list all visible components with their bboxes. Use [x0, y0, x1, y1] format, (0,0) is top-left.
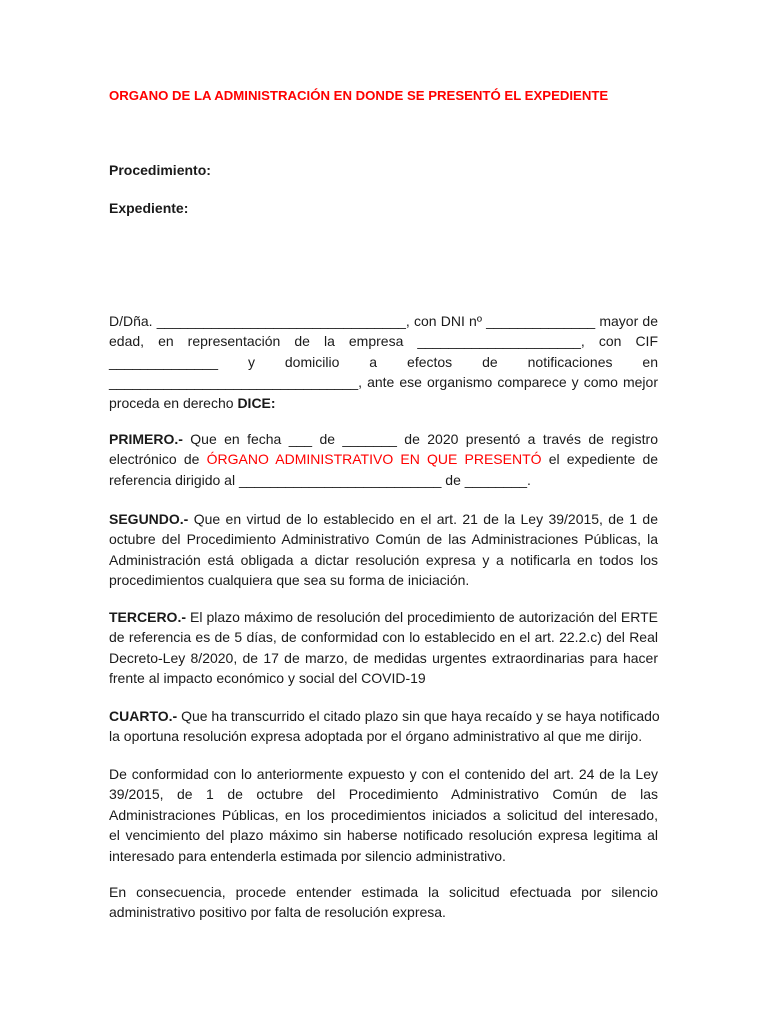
tercero-line: de referencia es de 5 días, de conformidad con lo establecido en el art. 22.2.c) del Real: [109, 629, 658, 646]
primero-label: PRIMERO.-: [109, 431, 183, 447]
segundo-line: Administración está obligada a dictar resolución expresa y a notificarla en todos los: [109, 551, 658, 568]
intro-last-text: proceda en derecho: [109, 394, 238, 411]
consecuencia-line: En consecuencia, procede entender estimada la solicitud efectuada por silencio: [109, 884, 658, 900]
consecuencia-paragraph: [109, 882, 658, 923]
tercero-line: [109, 607, 658, 627]
document-heading: ORGANO DE LA ADMINISTRACIÓN EN DONDE SE PRESENTÓ EL EXPEDIENTE: [109, 88, 609, 103]
segundo-paragraph: [109, 509, 658, 591]
conformidad-line: interesado para entenderla estimada por silencio administrativo.: [109, 847, 506, 864]
intro-line: ______________ y domicilio a efectos de notificaciones en: [109, 353, 658, 370]
primero-line: [109, 429, 658, 449]
expediente-label: Expediente:: [109, 200, 189, 216]
intro-paragraph: [109, 311, 658, 413]
conformidad-line: Administraciones Públicas, en los procedimientos iniciados a solicitud del interesado,: [109, 806, 658, 823]
segundo-label: SEGUNDO.-: [109, 511, 189, 527]
cuarto-paragraph: [109, 706, 658, 747]
organo-placeholder: ÓRGANO ADMINISTRATIVO EN QUE PRESENTÓ: [206, 451, 542, 468]
conformidad-line: De conformidad con lo anteriormente expuesto y con el contenido del art. 24 de la Ley: [109, 766, 658, 782]
procedimiento-label: Procedimiento:: [109, 162, 211, 178]
conformidad-line: 39/2015, de 1 de octubre del Procedimiento Administrativo Común de las: [109, 786, 658, 803]
primero-paragraph: [109, 429, 658, 490]
primero-line: [109, 449, 658, 469]
tercero-paragraph: [109, 607, 658, 689]
tercero-text: El plazo máximo de resolución del procedimiento de autorización del ERTE: [186, 609, 658, 625]
conformidad-line: el vencimiento del plazo máximo sin haberse notificado resolución expresa legitima al: [109, 827, 658, 844]
tercero-line: Decreto-Ley 8/2020, de 17 de marzo, de medidas urgentes extraordinarias para hacer: [109, 649, 658, 666]
tercero-label: TERCERO.-: [109, 609, 186, 625]
primero-text: el expediente de: [541, 451, 659, 468]
cuarto-line: [109, 706, 658, 726]
cuarto-line: la oportuna resolución expresa adoptada por el órgano administrativo al que me dirijo.: [109, 728, 643, 745]
segundo-line: [109, 509, 658, 529]
tercero-line: frente al impacto económico y social del COVID-19: [109, 670, 426, 687]
intro-line: [109, 393, 658, 413]
cuarto-label: CUARTO.-: [109, 708, 178, 724]
segundo-text: Que en virtud de lo establecido en el art. 21 de la Ley 39/2015, de 1 de: [188, 511, 658, 527]
conformidad-paragraph: [109, 764, 658, 866]
dice-keyword: DICE:: [237, 394, 276, 411]
intro-line: ________________________________, ante ese organismo comparece y como mejor: [109, 374, 658, 391]
consecuencia-line: administrativo positivo por falta de resolución expresa.: [109, 904, 446, 921]
segundo-line: procedimientos cualquiera que sea su forma de iniciación.: [109, 572, 470, 589]
primero-line: referencia dirigido al __________________________ de ________.: [109, 471, 531, 488]
intro-line: edad, en representación de la empresa _____________________, con CIF: [109, 333, 658, 350]
intro-line: D/Dña. ________________________________, con DNI nº ______________ mayor de: [109, 313, 658, 329]
segundo-line: octubre del Procedimiento Administrativo Común de las Administraciones Públicas, la: [109, 531, 658, 548]
primero-text: Que en fecha ___ de _______ de 2020 presentó a través de registro: [182, 431, 658, 447]
cuarto-text: Que ha transcurrido el citado plazo sin que haya recaído y se haya notificado: [177, 708, 660, 724]
primero-text: electrónico de: [109, 451, 207, 468]
